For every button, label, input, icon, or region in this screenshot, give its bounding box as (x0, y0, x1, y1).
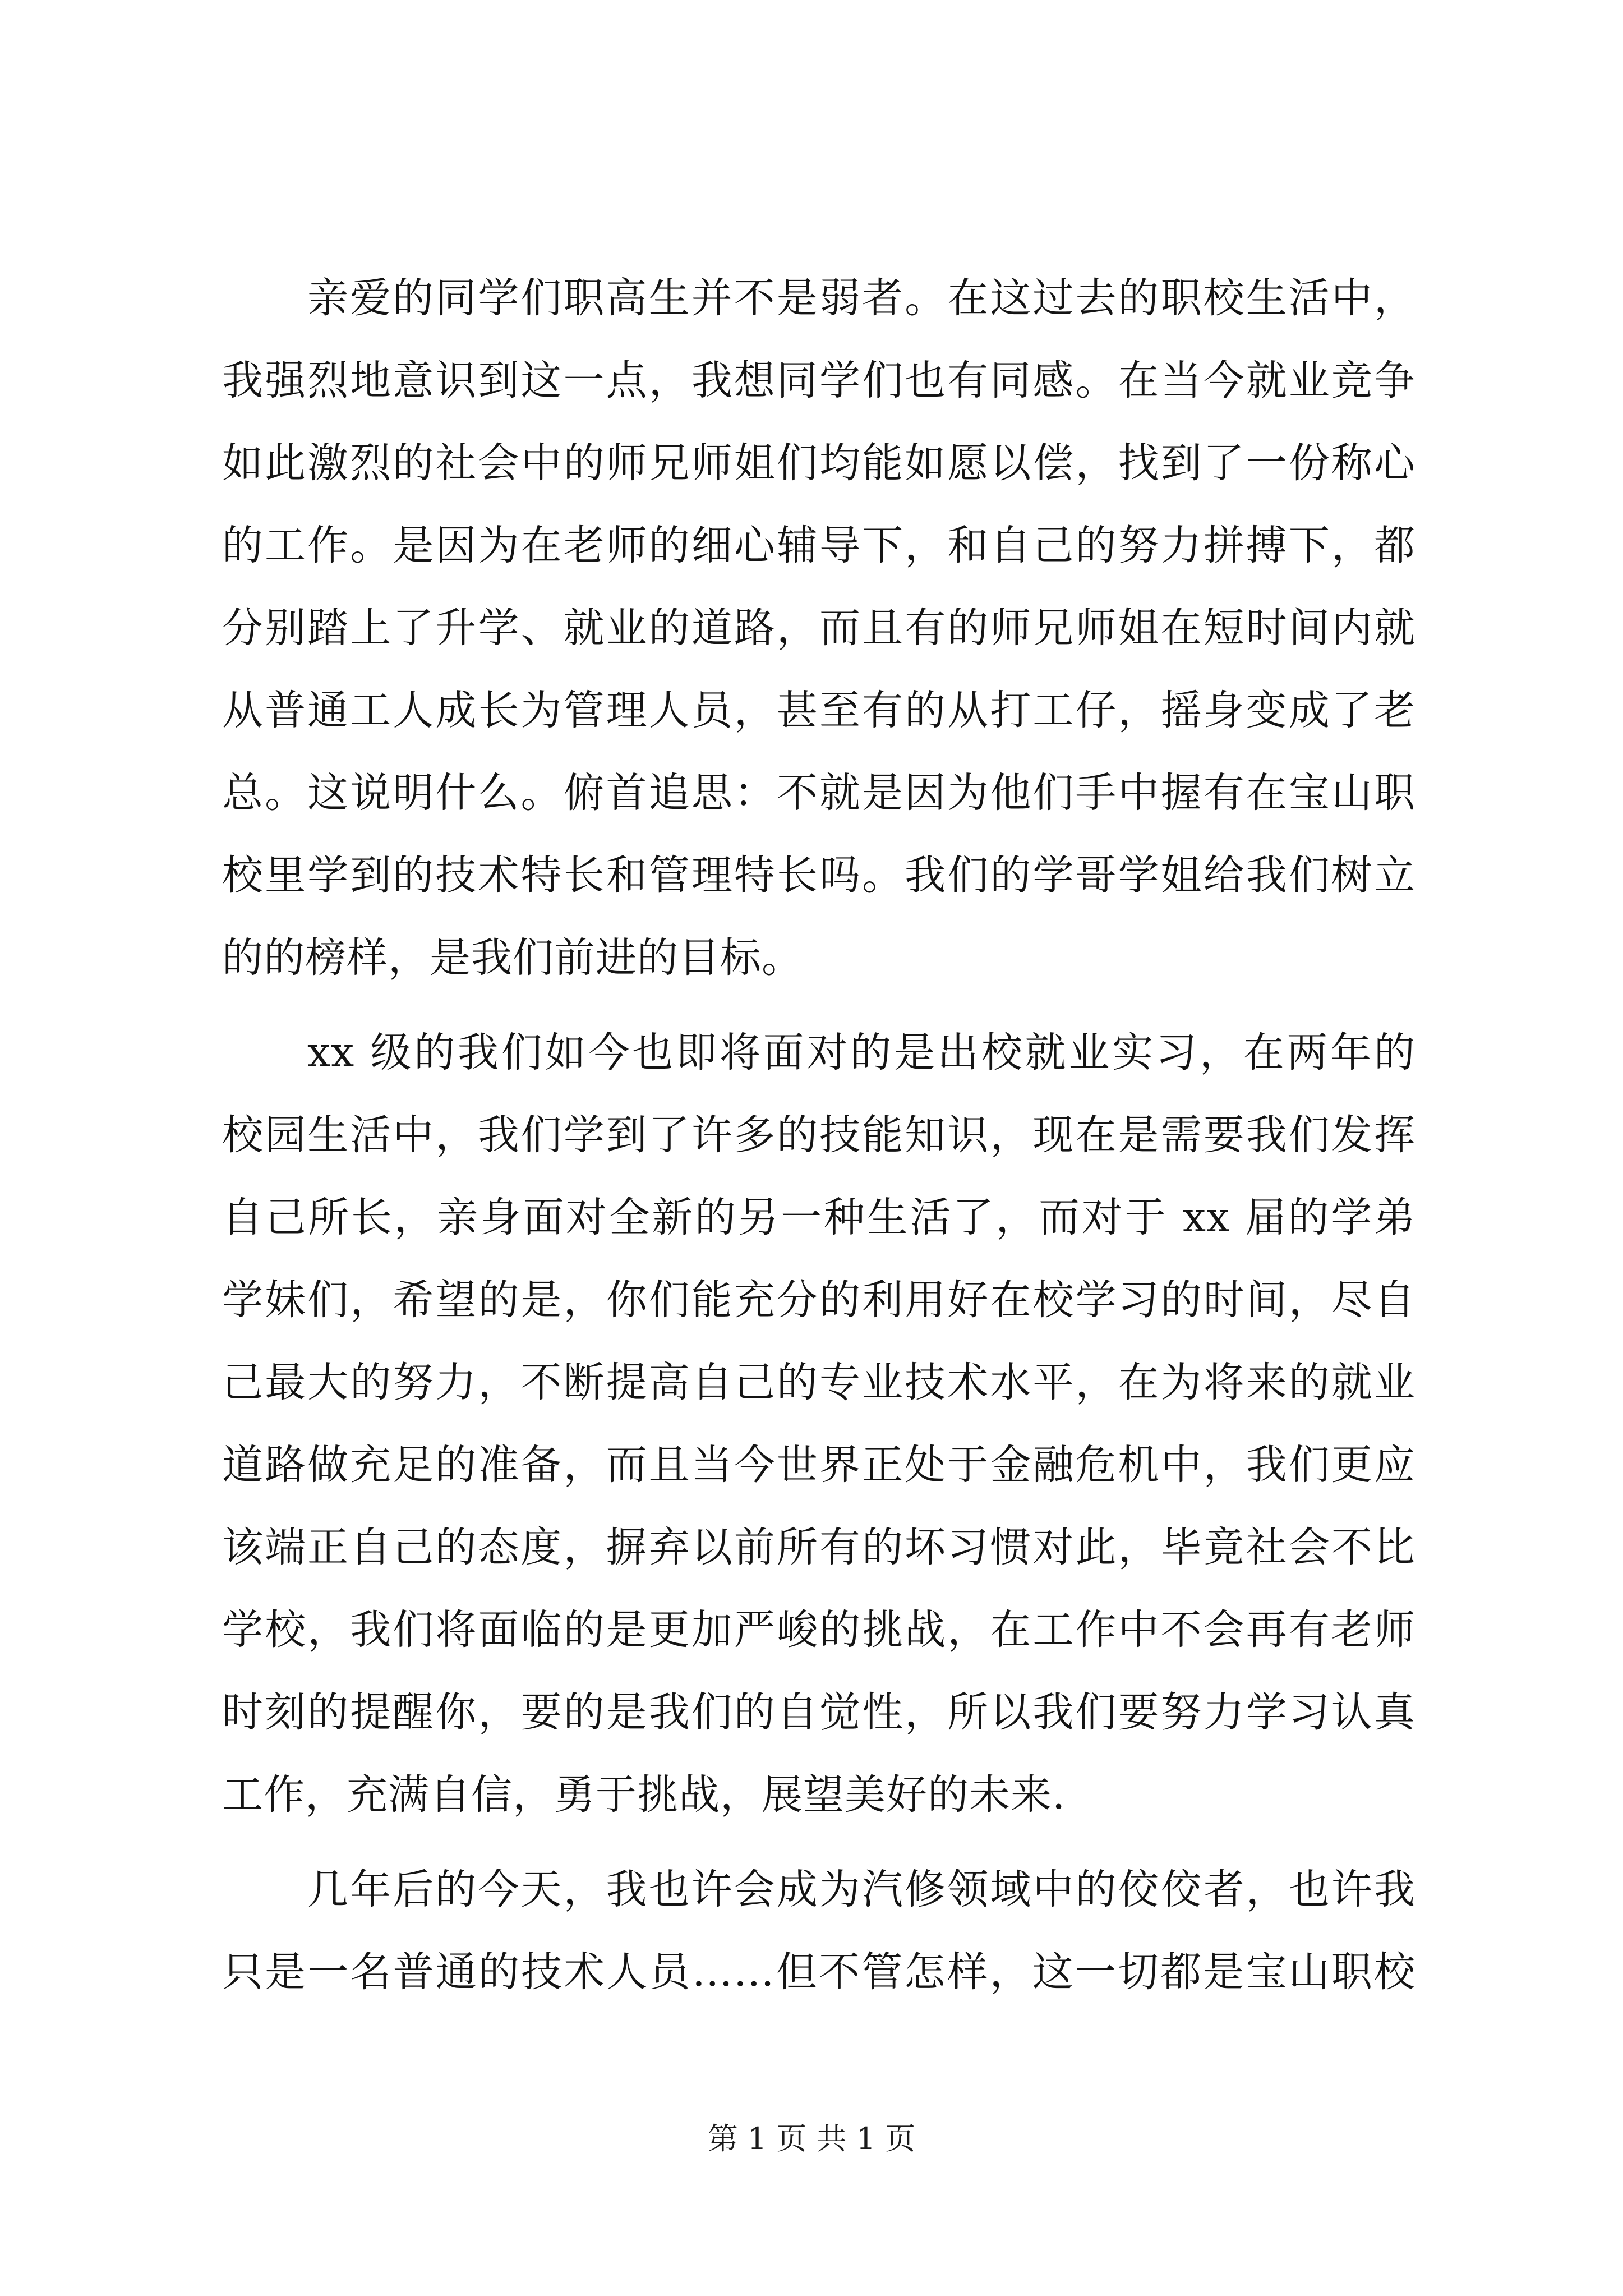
text-line: 我强烈地意识到这一点，我想同学们也有同感。在当今就业竞争 (222, 357, 1415, 404)
text-line: 分别踏上了升学、就业的道路，而且有的师兄师姐在短时间内就 (222, 604, 1415, 652)
text-line: 己最大的努力，不断提高自己的专业技术水平，在为将来的就业 (222, 1359, 1415, 1406)
text-line: 道路做充足的准备，而且当今世界正处于金融危机中，我们更应 (222, 1441, 1415, 1489)
text-line: 工作，充满自信，勇于挑战，展望美好的未来. (222, 1771, 1066, 1819)
text-line: 自己所长，亲身面对全新的另一种生活了，而对于 xx 届的学弟 (222, 1194, 1415, 1241)
text-line: 学校，我们将面临的是更加严峻的挑战，在工作中不会再有老师 (222, 1606, 1415, 1654)
page-footer: 第 1 页 共 1 页 (707, 2121, 916, 2156)
text-line: 如此激烈的社会中的师兄师姐们均能如愿以偿，找到了一份称心 (222, 439, 1415, 487)
text-line: 亲爱的同学们职高生并不是弱者。在这过去的职校生活中， (307, 274, 1415, 322)
paragraph (222, 1848, 1415, 2013)
paragraph (222, 1011, 1415, 1836)
text-line: 时刻的提醒你，要的是我们的自觉性，所以我们要努力学习认真 (222, 1688, 1415, 1736)
text-line: 几年后的今天，我也许会成为汽修领域中的佼佼者，也许我 (307, 1866, 1415, 1913)
text-line: 该端正自己的态度，摒弃以前所有的坏习惯对此，毕竟社会不比 (222, 1524, 1415, 1571)
paragraph (222, 257, 1415, 999)
text-line: 从普通工人成长为管理人员，甚至有的从打工仔，摇身变成了老 (222, 687, 1415, 734)
text-line: 的工作。是因为在老师的细心辅导下，和自己的努力拼搏下，都 (222, 522, 1415, 569)
text-line: 只是一名普通的技术人员……但不管怎样，这一切都是宝山职校 (222, 1948, 1415, 1996)
text-line: 总。这说明什么。俯首追思：不就是因为他们手中握有在宝山职 (222, 769, 1415, 817)
text-line: xx 级的我们如今也即将面对的是出校就业实习，在两年的 (307, 1029, 1415, 1076)
text-line: 校里学到的技术特长和管理特长吗。我们的学哥学姐给我们树立 (222, 852, 1415, 899)
text-line: 校园生活中，我们学到了许多的技能知识，现在是需要我们发挥 (222, 1111, 1415, 1159)
text-line: 的的榜样，是我们前进的目标。 (222, 934, 803, 982)
document-body (222, 257, 1415, 2013)
text-line: 学妹们，希望的是，你们能充分的利用好在校学习的时间，尽自 (222, 1276, 1415, 1324)
